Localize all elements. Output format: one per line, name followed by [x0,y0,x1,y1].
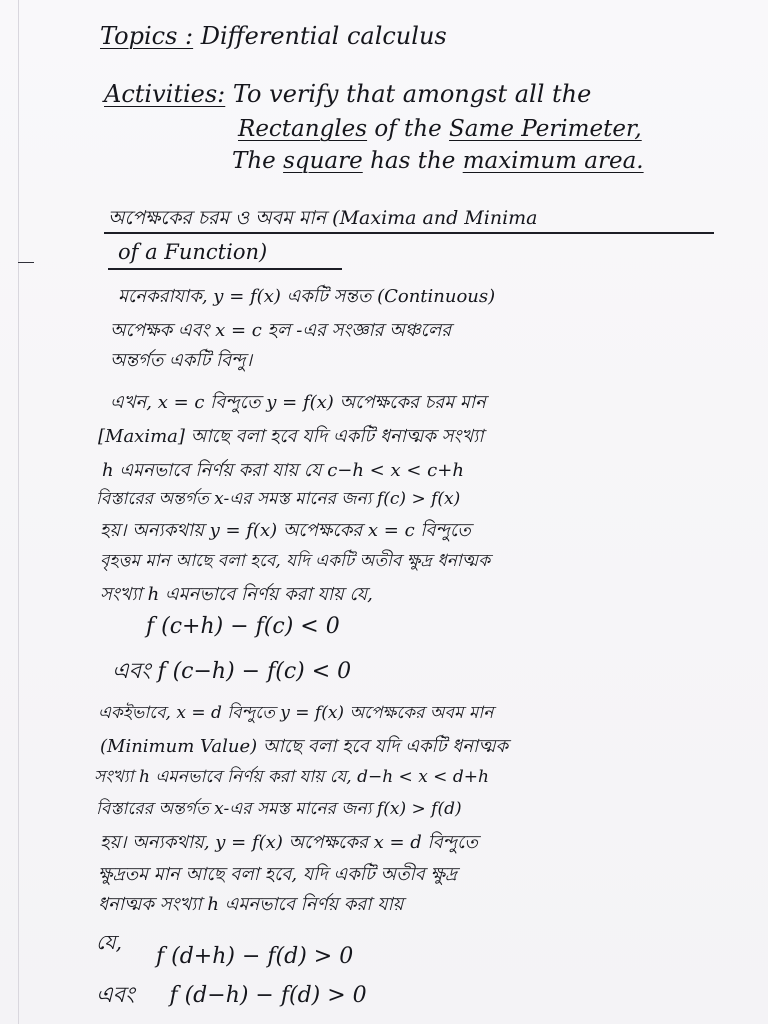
maxima-eq-2-text: f (c−h) − f(c) < 0 [157,659,352,684]
margin-tick-mark [18,262,34,263]
maxima-text-6: বৃহত্তম মান আছে বলা হবে, যদি একটি অতীব ক্ষুদ্র ধনাত্মক [100,551,491,571]
minima-eq-2-prefix: এবং [96,983,135,1008]
intro-line-1 [118,282,495,313]
topics-value: Differential calculus [200,22,447,50]
section-title-underline-1 [104,232,714,234]
minima-text-4: বিস্তারের অন্তর্গত x-এর সমস্ত মানের জন্য f(x) > f(d) [96,799,462,819]
maxima-line-6 [100,548,490,576]
maxima-text-2: [Maxima] আছে বলা হবে যদি একটি ধনাত্মক সংখ্যা [98,426,484,447]
intro-text-1: মনেকরাযাক, y = f(x) একটি সন্তত (Continuous) [118,286,496,307]
minima-text-5: হয়। অন্যকথায়, y = f(x) অপেক্ষকের x = d বিন্দুতে [100,832,478,853]
maxima-line-3 [102,456,464,487]
minima-line-8 [96,928,122,961]
has-the-word: has the [370,148,456,174]
minima-line-5 [100,828,478,859]
maxima-text-7: সংখ্যা h এমনভাবে নির্ণয় করা যায় যে, [100,584,373,605]
section-title-line-2 [118,240,267,264]
maxima-text-1: এখন, x = c বিন্দুতে y = f(x) অপেক্ষকের চরম মান [110,392,486,413]
intro-text-3: অন্তর্গত একটি বিন্দু। [110,350,253,371]
page-margin-line [18,0,19,1024]
minima-eq-2 [96,978,367,1015]
minima-line-4 [96,796,462,824]
maxima-line-1 [110,388,486,419]
square-word: square [283,148,363,174]
maxima-eq-2-prefix: এবং [112,659,151,684]
section-title-text-2: of a Function) [118,240,268,264]
maxima-eq-2 [112,654,351,691]
activities-line-1 [104,80,591,108]
maxima-line-5 [100,516,471,547]
minima-eq-1 [156,944,353,969]
maxima-eq-1 [146,614,340,639]
maxima-text-5: হয়। অন্যকথায় y = f(x) অপেক্ষকের x = c বিন্দুতে [100,520,471,541]
maxima-eq-1-text: f (c+h) − f(c) < 0 [146,614,340,639]
minima-text-6: ক্ষুদ্রতম মান আছে বলা হবে, যদি একটি অতীব ক্ষুদ্র [98,864,458,885]
minima-text-8: যে, [96,930,122,954]
minima-eq-2-text: f (d−h) − f(d) > 0 [169,983,367,1008]
minima-text-3: সংখ্যা h এমনভাবে নির্ণয় করা যায় যে, d−h < x < d+h [94,767,489,787]
activities-line-2 [238,116,642,142]
activities-line-3 [232,148,644,174]
maxima-line-4 [96,486,460,514]
intro-line-2 [110,316,451,347]
of-the-word: of the [374,116,442,142]
maxima-text-4: বিস্তারের অন্তর্গত x-এর সমস্ত মানের জন্য f(c) > f(x) [96,489,461,509]
minima-text-2: (Minimum Value) আছে বলা হবে যদি একটি ধনাত্মক [100,736,509,757]
section-title-text-1: অপেক্ষকের চরম ও অবম মান (Maxima and Minima [108,207,538,229]
section-title-underline-2 [108,268,342,270]
rectangles-word: Rectangles [238,116,368,142]
minima-eq-1-text: f (d+h) − f(d) > 0 [156,944,354,969]
minima-line-3 [94,764,489,792]
topics-label: Topics : [100,22,194,50]
topics-line [100,22,447,50]
minima-text-1: একইভাবে, x = d বিন্দুতে y = f(x) অপেক্ষকের অবম মান [98,703,494,723]
minima-line-7 [98,890,403,921]
minima-line-1 [98,700,493,728]
intro-line-3 [110,346,252,377]
maxima-line-7 [100,580,373,611]
maxima-text-3: h এমনভাবে নির্ণয় করা যায় যে c−h < x < c+h [102,460,464,481]
maximum-area-word: maximum area. [462,148,644,174]
intro-text-2: অপেক্ষক এবং x = c হল -এর সংজ্ঞার অঞ্চলের [110,320,452,341]
minima-line-2 [100,732,508,763]
activities-label: Activities: [104,80,226,108]
the-word: The [232,148,276,174]
minima-line-6 [98,860,457,891]
same-perimeter-word: Same Perimeter, [449,116,642,142]
maxima-line-2 [98,422,484,453]
activities-text-1: To verify that amongst all the [232,80,592,108]
minima-text-7: ধনাত্মক সংখ্যা h এমনভাবে নির্ণয় করা যায় [98,894,404,915]
